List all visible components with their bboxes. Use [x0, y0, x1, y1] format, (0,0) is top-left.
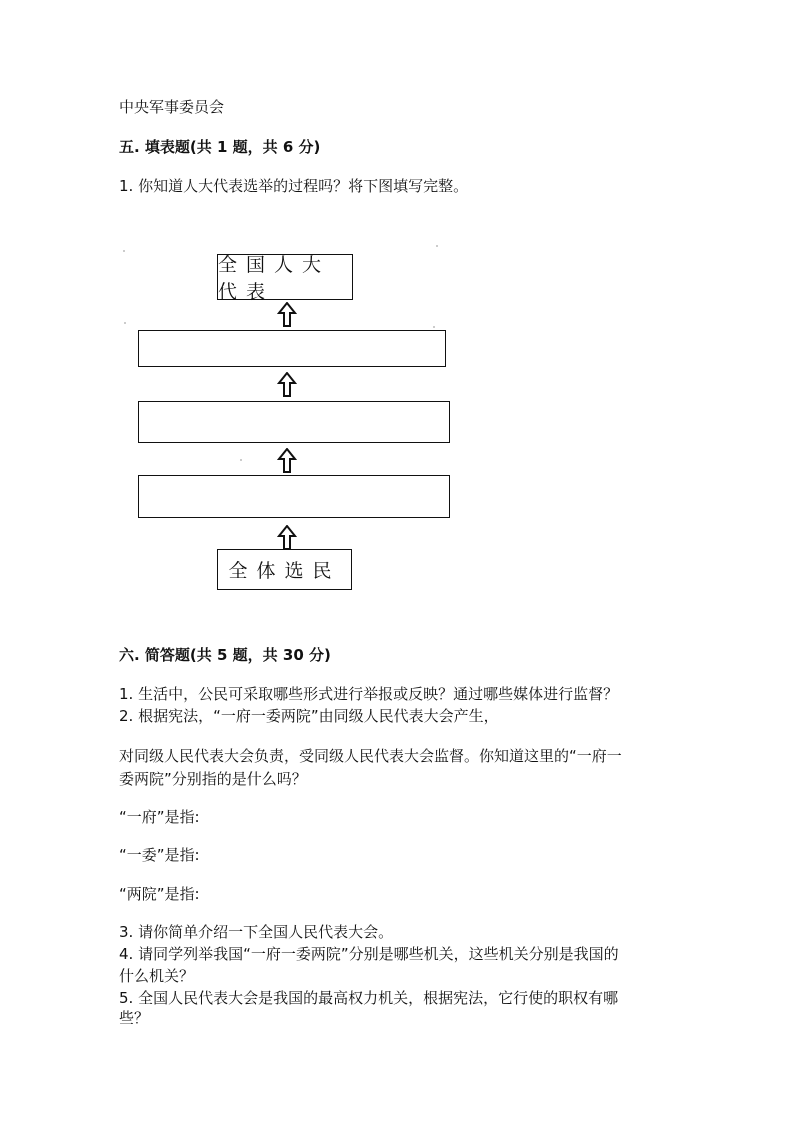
- scan-speck: [240, 459, 242, 461]
- section5-heading: 五. 填表题(共 1 题，共 6 分): [119, 138, 321, 156]
- scan-speck: [124, 322, 126, 324]
- section6-q2-line2: 对同级人民代表大会负责，受同级人民代表大会监督。你知道这里的“一府一: [119, 747, 622, 765]
- blank-box-2[interactable]: [138, 401, 450, 443]
- box-national-deputies-label: 全国人大代表: [218, 254, 331, 303]
- section6-q3: 3. 请你简单介绍一下全国人民代表大会。: [119, 923, 394, 941]
- up-arrow-icon: [277, 525, 297, 551]
- blank-box-3[interactable]: [138, 475, 450, 518]
- blank-box-2-text: [139, 402, 449, 442]
- section6-q5-line1: 5. 全国人民代表大会是我国的最高权力机关，根据宪法，它行使的职权有哪: [119, 989, 619, 1007]
- up-arrow-icon: [277, 302, 297, 328]
- section6-q5-line2: 些？: [119, 1009, 150, 1027]
- section6-q4-line2: 什么机关？: [119, 967, 195, 985]
- box-national-deputies: [217, 254, 353, 303]
- section6-heading: 六. 简答题(共 5 题，共 30 分): [119, 646, 331, 664]
- section6-q1: 1. 生活中，公民可采取哪些形式进行举报或反映？通过哪些媒体进行监督？: [119, 685, 619, 703]
- scan-speck: [123, 250, 125, 252]
- blank-box-1-text: [139, 331, 445, 366]
- answer-yiwei: “一委”是指:: [119, 846, 200, 864]
- blank-box-3-text: [139, 476, 449, 517]
- top-text: 中央军事委员会: [119, 98, 225, 116]
- section5-question1: 1. 你知道人大代表选举的过程吗？将下图填写完整。: [119, 177, 469, 195]
- section6-q2-line3: 委两院”分别指的是什么吗？: [119, 770, 307, 788]
- answer-yifu: “一府”是指:: [119, 808, 200, 826]
- scan-speck: [436, 245, 438, 247]
- up-arrow-icon: [277, 448, 297, 474]
- box-all-voters-label: 全体选民: [228, 560, 341, 582]
- section6-q2-line1: 2. 根据宪法，“一府一委两院”由同级人民代表大会产生，: [119, 707, 499, 725]
- scan-speck: [433, 326, 435, 328]
- section6-q4-line1: 4. 请同学列举我国“一府一委两院”分别是哪些机关，这些机关分别是我国的: [119, 945, 619, 963]
- up-arrow-icon: [277, 372, 297, 398]
- blank-box-1[interactable]: [138, 330, 446, 367]
- answer-liangyuan: “两院”是指:: [119, 885, 200, 903]
- box-all-voters: [217, 549, 352, 590]
